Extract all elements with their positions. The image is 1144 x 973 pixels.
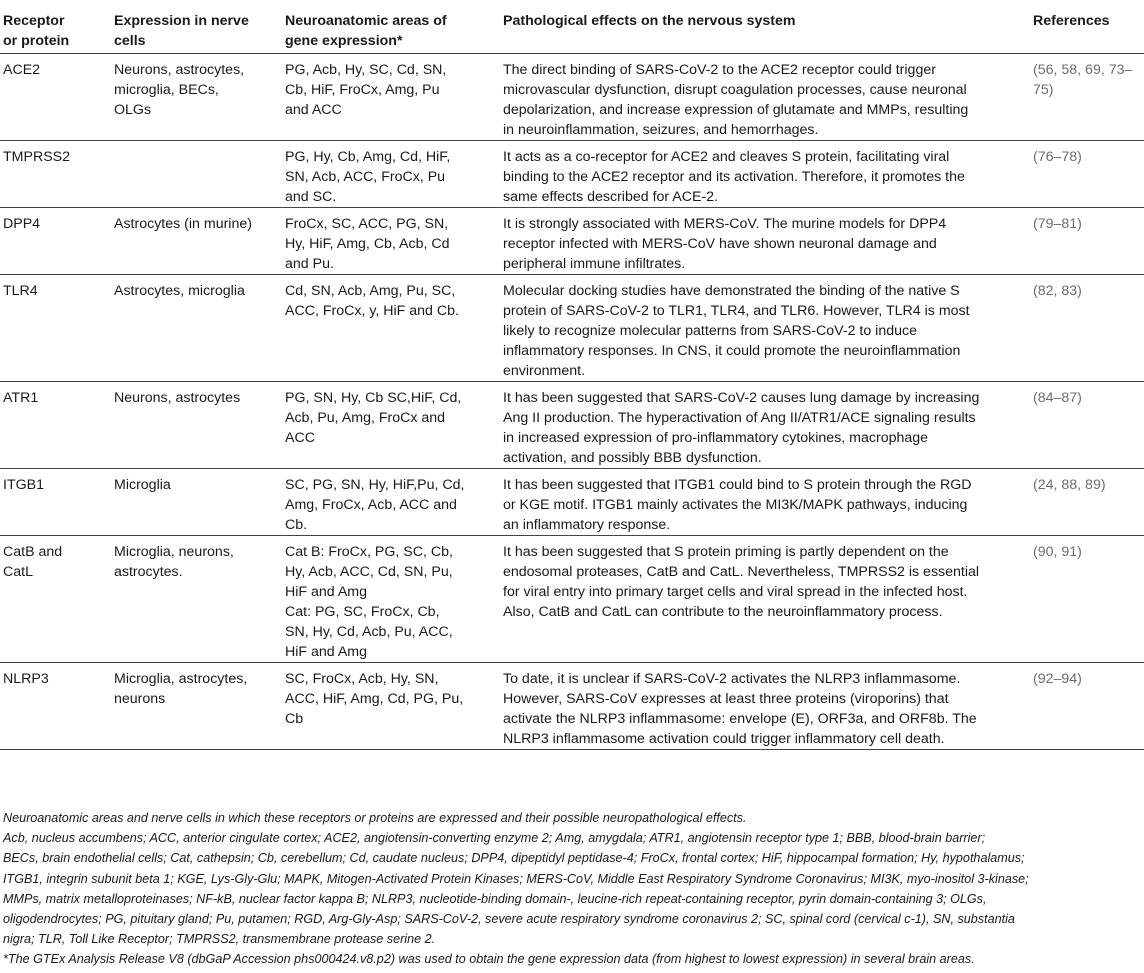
cell-line: SN, Acb, ACC, FroCx, Pu bbox=[285, 168, 446, 185]
header-line: cells bbox=[114, 33, 146, 49]
cell-protein bbox=[0, 535, 110, 662]
cell-references[interactable] bbox=[1029, 381, 1144, 468]
cell-line: NLRP3 inflammasome activation could trigger inflammatory cell death. bbox=[503, 730, 945, 747]
cell-expression bbox=[110, 140, 281, 207]
cell-line: HiF and Amg bbox=[285, 643, 368, 660]
cell-effects bbox=[499, 274, 1029, 381]
cell-line: protein of SARS-CoV-2 to TLR1, TLR4, and TLR6. However, TLR4 is most bbox=[503, 302, 970, 319]
cell-line: an inflammatory response. bbox=[503, 516, 671, 533]
cell-protein bbox=[0, 468, 110, 535]
table-row bbox=[0, 274, 1144, 381]
cell-line: activate the NLRP3 inflammasome: envelope (E), ORF3a, and ORF8b. The bbox=[503, 710, 977, 727]
cell-effects bbox=[499, 662, 1029, 749]
cell-line: However, SARS-CoV expresses at least three proteins (viroporins) that bbox=[503, 690, 949, 707]
cell-areas bbox=[281, 381, 499, 468]
cell-line: (84–87) bbox=[1033, 389, 1082, 406]
cell-line: environment. bbox=[503, 362, 586, 379]
cell-line: peripheral immune infiltrates. bbox=[503, 255, 686, 272]
cell-line: PG, SN, Hy, Cb SC,HiF, Cd, bbox=[285, 389, 462, 406]
cell-protein bbox=[0, 274, 110, 381]
cell-effects bbox=[499, 535, 1029, 662]
cell-line: (92–94) bbox=[1033, 670, 1082, 687]
cell-areas bbox=[281, 535, 499, 662]
cell-line: ATR1 bbox=[3, 389, 39, 406]
cell-line: PG, Hy, Cb, Amg, Cd, HiF, bbox=[285, 148, 451, 165]
cell-line: same effects described for ACE-2. bbox=[503, 188, 719, 205]
footnote-abbreviations: MMPs, matrix metalloproteinases; NF-kB, nuclear factor kappa B; NLRP3, nucleotide-binding domain-, leucine-rich repeat-containing receptor, pyrin domain-containing 3; OLGs, bbox=[3, 891, 987, 906]
footnote-caption: Neuroanatomic areas and nerve cells in which these receptors or proteins are expressed and their possible neuropathological effects. bbox=[3, 811, 747, 825]
cell-line: ACC bbox=[285, 429, 315, 446]
cell-line: (82, 83) bbox=[1033, 282, 1082, 299]
cell-references[interactable] bbox=[1029, 274, 1144, 381]
cell-line: (76–78) bbox=[1033, 148, 1082, 165]
cell-line: Astrocytes, microglia bbox=[114, 282, 245, 299]
cell-line: NLRP3 bbox=[3, 670, 49, 687]
cell-areas bbox=[281, 207, 499, 274]
cell-line: ITGB1 bbox=[3, 476, 44, 493]
cell-line: or KGE motif. ITGB1 mainly activates the MI3K/MAPK pathways, inducing bbox=[503, 496, 968, 513]
header-line: Pathological effects on the nervous system bbox=[503, 13, 796, 29]
cell-line: It is strongly associated with MERS-CoV. The murine models for DPP4 bbox=[503, 215, 947, 232]
cell-line: activation, and possibly BBB dysfunction. bbox=[503, 449, 762, 466]
cell-areas bbox=[281, 53, 499, 140]
cell-line: Amg, FroCx, Acb, ACC and bbox=[285, 496, 457, 513]
cell-line: Cat B: FroCx, PG, SC, Cb, bbox=[285, 543, 453, 560]
cell-line: Hy, Acb, ACC, Cd, SN, Pu, bbox=[285, 563, 453, 580]
cell-line: The direct binding of SARS-CoV-2 to the ACE2 receptor could trigger bbox=[503, 61, 936, 78]
cell-line: Microglia, astrocytes, bbox=[114, 670, 248, 687]
cell-areas bbox=[281, 140, 499, 207]
cell-line: Ang II production. The hyperactivation of Ang II/ATR1/ACE signaling results bbox=[503, 409, 976, 426]
header-effects bbox=[499, 0, 1029, 53]
cell-line: SC, PG, SN, Hy, HiF,Pu, Cd, bbox=[285, 476, 465, 493]
table-row bbox=[0, 535, 1144, 662]
header-line: or protein bbox=[3, 33, 70, 49]
cell-line: likely to recognize molecular patterns from SARS-CoV-2 to induce bbox=[503, 322, 917, 339]
cell-areas bbox=[281, 274, 499, 381]
table-row bbox=[0, 53, 1144, 140]
cell-line: TMPRSS2 bbox=[3, 148, 71, 165]
header-row bbox=[0, 0, 1144, 53]
table-body bbox=[0, 53, 1144, 749]
cell-line: (79–81) bbox=[1033, 215, 1082, 232]
cell-line: Cd, SN, Acb, Amg, Pu, SC, bbox=[285, 282, 456, 299]
cell-line: HiF and Amg bbox=[285, 583, 368, 600]
cell-protein bbox=[0, 53, 110, 140]
cell-line: 75) bbox=[1033, 81, 1054, 98]
header-line: Receptor bbox=[3, 13, 65, 29]
header-line: gene expression* bbox=[285, 33, 403, 49]
cell-line: and ACC bbox=[285, 101, 342, 118]
cell-effects bbox=[499, 468, 1029, 535]
header-expression bbox=[110, 0, 281, 53]
cell-line: Neurons, astrocytes bbox=[114, 389, 241, 406]
table-row bbox=[0, 662, 1144, 749]
cell-expression bbox=[110, 53, 281, 140]
cell-line: Neurons, astrocytes, bbox=[114, 61, 245, 78]
cell-line: DPP4 bbox=[3, 215, 41, 232]
header-line: References bbox=[1033, 13, 1110, 29]
table-row bbox=[0, 207, 1144, 274]
cell-line: PG, Acb, Hy, SC, Cd, SN, bbox=[285, 61, 447, 78]
footnote-abbreviations: Acb, nucleus accumbens; ACC, anterior cingulate cortex; ACE2, angiotensin-converting enzyme 2; Amg, amygdala; ATR1, angiotensin receptor type 1; BBB, blood-brain barrier; bbox=[3, 831, 986, 846]
cell-line: Cb. bbox=[285, 516, 308, 533]
cell-line: in increased expression of pro-inflammatory cytokines, macrophage bbox=[503, 429, 929, 446]
cell-line: SN, Hy, Cd, Acb, Pu, ACC, bbox=[285, 623, 453, 640]
cell-line: Cat: PG, SC, FroCx, Cb, bbox=[285, 603, 440, 620]
cell-line: in neuroinflammation, seizures, and hemorrhages. bbox=[503, 121, 819, 138]
cell-expression bbox=[110, 535, 281, 662]
cell-line: FroCx, SC, ACC, PG, SN, bbox=[285, 215, 449, 232]
cell-line: It acts as a co-receptor for ACE2 and cleaves S protein, facilitating viral bbox=[503, 148, 950, 165]
cell-references[interactable] bbox=[1029, 662, 1144, 749]
cell-line: binding to the ACE2 receptor and its activation. Therefore, it promotes the bbox=[503, 168, 965, 185]
cell-line: Microglia bbox=[114, 476, 171, 493]
cell-line: Cb bbox=[285, 710, 304, 727]
cell-effects bbox=[499, 381, 1029, 468]
cell-line: Astrocytes (in murine) bbox=[114, 215, 252, 232]
header-receptor bbox=[0, 0, 110, 53]
header-line: Expression in nerve bbox=[114, 13, 249, 29]
cell-line: and Pu. bbox=[285, 255, 334, 272]
cell-line: ACC, FroCx, y, HiF and Cb. bbox=[285, 302, 459, 319]
cell-protein bbox=[0, 381, 110, 468]
footnote-abbreviations: oligodendrocytes; PG, pituitary gland; Pu, putamen; RGD, Arg-Gly-Asp; SARS-CoV-2, severe acute respiratory syndrome coronavirus 2; SC, spinal cord (cervical c-1), SN, substantia bbox=[3, 912, 1015, 927]
footnote-gtex: *The GTEx Analysis Release V8 (dbGaP Accession phs000424.v8.p2) was used to obtain the gene expression data (from highest to lowest expression) in several brain areas. bbox=[3, 952, 975, 967]
cell-effects bbox=[499, 207, 1029, 274]
cell-line: OLGs bbox=[114, 101, 152, 118]
footnote-abbreviations: BECs, brain endothelial cells; Cat, cathepsin; Cb, cerebellum; Cd, caudate nucleus; DPP4, dipeptidyl peptidase-4; FroCx, frontal cortex; HiF, hippocampal formation; Hy, hypothalamus; bbox=[3, 851, 1025, 866]
table-row bbox=[0, 381, 1144, 468]
cell-line: TLR4 bbox=[3, 282, 38, 299]
cell-line: SC, FroCx, Acb, Hy, SN, bbox=[285, 670, 439, 687]
cell-areas bbox=[281, 468, 499, 535]
cell-line: and SC. bbox=[285, 188, 337, 205]
cell-effects bbox=[499, 53, 1029, 140]
footnote-abbreviations: ITGB1, integrin subunit beta 1; KGE, Lys-Gly-Glu; MAPK, Mitogen-Activated Protein Kinases; MERS-CoV, Middle East Respiratory Syndrome Coronavirus; MI3K, myo-inositol 3-kinase; bbox=[3, 871, 1029, 886]
cell-effects bbox=[499, 140, 1029, 207]
cell-line: Microglia, neurons, bbox=[114, 543, 234, 560]
cell-line: It has been suggested that SARS-CoV-2 causes lung damage by increasing bbox=[503, 389, 980, 406]
cell-line: endosomal proteases, CatB and CatL. Nevertheless, TMPRSS2 is essential bbox=[503, 563, 980, 580]
cell-line: receptor infected with MERS-CoV have shown neuronal damage and bbox=[503, 235, 937, 252]
cell-line: CatB and bbox=[3, 543, 63, 560]
cell-line: (90, 91) bbox=[1033, 543, 1082, 560]
header-references bbox=[1029, 0, 1144, 53]
cell-references[interactable] bbox=[1029, 468, 1144, 535]
cell-line: astrocytes. bbox=[114, 563, 183, 580]
cell-line: CatL bbox=[3, 563, 33, 580]
cell-line: It has been suggested that ITGB1 could bind to S protein through the RGD bbox=[503, 476, 972, 493]
cell-line: (56, 58, 69, 73– bbox=[1033, 61, 1133, 78]
cell-line: microvascular dysfunction, disrupt coagulation processes, cause neuronal bbox=[503, 81, 967, 98]
table-row bbox=[0, 468, 1144, 535]
cell-expression bbox=[110, 381, 281, 468]
cell-expression bbox=[110, 274, 281, 381]
cell-line: Molecular docking studies have demonstrated the binding of the native S bbox=[503, 282, 960, 299]
cell-protein bbox=[0, 207, 110, 274]
header-areas bbox=[281, 0, 499, 53]
cell-references[interactable] bbox=[1029, 53, 1144, 140]
cell-expression bbox=[110, 207, 281, 274]
cell-protein bbox=[0, 662, 110, 749]
cell-line: inflammatory responses. In CNS, it could promote the neuroinflammation bbox=[503, 342, 961, 359]
cell-line: Hy, HiF, Amg, Cb, Acb, Cd bbox=[285, 235, 450, 252]
cell-line: microglia, BECs, bbox=[114, 81, 219, 98]
cell-protein bbox=[0, 140, 110, 207]
footnote-abbreviations: nigra; TLR, Toll Like Receptor; TMPRSS2, transmembrane protease serine 2. bbox=[3, 932, 436, 947]
table-row bbox=[0, 140, 1144, 207]
cell-line: ACC, HiF, Amg, Cd, PG, Pu, bbox=[285, 690, 464, 707]
cell-references[interactable] bbox=[1029, 207, 1144, 274]
cell-line: neurons bbox=[114, 690, 166, 707]
cell-line: To date, it is unclear if SARS-CoV-2 activates the NLRP3 inflammasome. bbox=[503, 670, 961, 687]
cell-line: depolarization, and increase expression of glutamate and MMPs, resulting bbox=[503, 101, 969, 118]
cell-areas bbox=[281, 662, 499, 749]
cell-expression bbox=[110, 468, 281, 535]
cell-line: It has been suggested that S protein priming is partly dependent on the bbox=[503, 543, 949, 560]
table-footnotes bbox=[3, 808, 1141, 970]
cell-line: Cb, HiF, FroCx, Amg, Pu bbox=[285, 81, 440, 98]
cell-references[interactable] bbox=[1029, 140, 1144, 207]
cell-line: ACE2 bbox=[3, 61, 41, 78]
cell-line: Also, CatB and CatL can contribute to the neuroinflammatory process. bbox=[503, 603, 943, 620]
cell-line: for viral entry into primary target cells and viral spread in the infected host. bbox=[503, 583, 968, 600]
cell-line: (24, 88, 89) bbox=[1033, 476, 1106, 493]
cell-references[interactable] bbox=[1029, 535, 1144, 662]
header-line: Neuroanatomic areas of bbox=[285, 13, 447, 29]
cell-expression bbox=[110, 662, 281, 749]
cell-line: Acb, Pu, Amg, FroCx and bbox=[285, 409, 446, 426]
